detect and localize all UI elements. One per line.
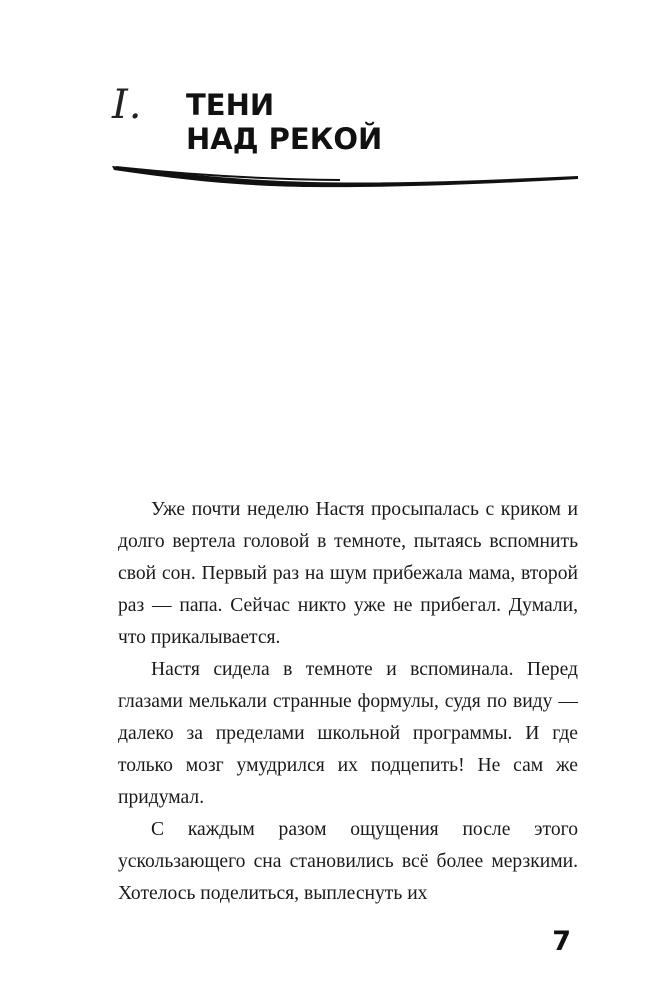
chapter-title-line-2: НАД РЕКОЙ xyxy=(186,122,383,156)
paragraph: С каждым разом ощущения после этого ускользающего сна становились всё более мерзкими. Хотелось поделиться, выплеснуть их xyxy=(118,819,578,904)
chapter-number: I. xyxy=(112,82,143,128)
paragraph: Уже почти неделю Настя просыпалась с криком и долго вертела головой в темноте, пытаясь вспомнить свой сон. Первый раз на шум прибежала мама, второй раз — папа. Сейчас никто уже не прибегал. Думали, что прикалывается. xyxy=(118,499,578,648)
page-number: 7 xyxy=(552,926,571,957)
chapter-title-line-1: ТЕНИ xyxy=(186,88,275,122)
body-text xyxy=(118,494,578,910)
chapter-title xyxy=(186,88,382,156)
paragraph: Настя сидела в темноте и вспоминала. Перед глазами мелькали странные формулы, судя по виду — далеко за пределами школьной программы. И где только мозг умудрился их подцепить! Не сам же придумал. xyxy=(118,659,578,808)
brush-stroke-divider xyxy=(110,158,582,194)
